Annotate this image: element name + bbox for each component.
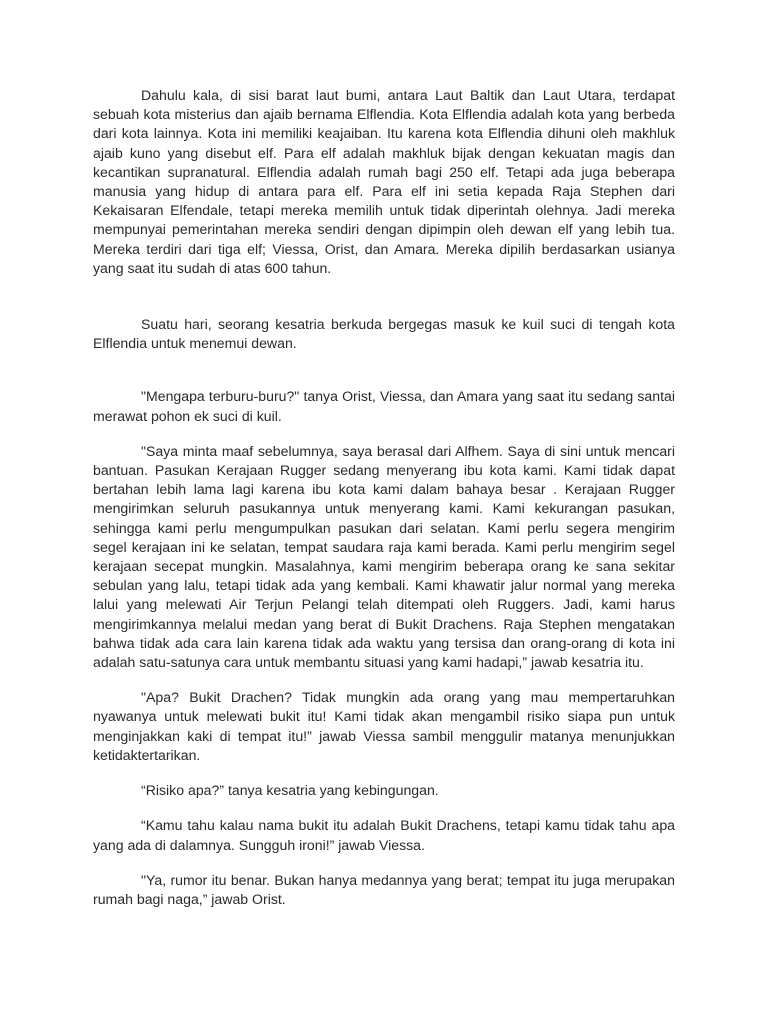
paragraph-5: "Apa? Bukit Drachen? Tidak mungkin ada orang yang mau mempertaruhkan nyawanya untuk melewati bukit itu! Kami tidak akan mengambil risiko siapa pun untuk menginjakkan kaki di tempat itu!” jawab Viessa sambil menggulir matanya menunjukkan ketidaktertarikan. <box>93 689 675 763</box>
paragraph-1: Dahulu kala, di sisi barat laut bumi, antara Laut Baltik dan Laut Utara, terdapat sebuah kota misterius dan ajaib bernama Elflendia. Kota Elflendia adalah kota yang berbeda dari kota lainnya. Kota ini memiliki keajaiban. Itu karena kota Elflendia dihuni oleh makhluk ajaib kuno yang disebut elf. Para elf adalah makhluk bijak dengan kekuatan magis dan kecantikan supranatural. Elflendia adalah rumah bagi 250 elf. Tetapi ada juga beberapa manusia yang hidup di antara para elf. Para elf ini setia kepada Raja Stephen dari Kekaisaran Elfendale, tetapi mereka memilih untuk tidak diperintah olehnya. Jadi mereka mempunyai pemerintahan mereka sendiri dengan dipimpin oleh dewan elf yang lebih tua. Mereka terdiri dari tiga elf; Viessa, Orist, dan Amara. Mereka dipilih berdasarkan usianya yang saat itu sudah di atas 600 tahun. <box>93 87 675 276</box>
paragraph-8: "Ya, rumor itu benar. Bukan hanya medannya yang berat; tempat itu juga merupakan rumah bagi naga,” jawab Orist. <box>93 871 675 907</box>
paragraph-2: Suatu hari, seorang kesatria berkuda bergegas masuk ke kuil suci di tengah kota Elflendia untuk menemui dewan. <box>93 316 675 352</box>
paragraph-4: "Saya minta maaf sebelumnya, saya berasal dari Alfhem. Saya di sini untuk mencari bantuan. Pasukan Kerajaan Rugger sedang menyerang ibu kota kami. Kami tidak dapat bertahan lebih lama lagi karena ibu kota kami dalam bahaya besar . Kerajaan Rugger mengirimkan seluruh pasukannya untuk menyerang kami. Kami kekurangan pasukan, sehingga kami perlu mengumpulkan pasukan dari selatan. Kami perlu segera mengirim segel kerajaan ini ke selatan, tempat saudara raja kami berada. Kami perlu mengirim segel kerajaan secepat mungkin. Masalahnya, kami mengirim beberapa orang ke sana sekitar sebulan yang lalu, tetapi tidak ada yang kembali. Kami khawatir jalur normal yang mereka lalui yang melewati Air Terjun Pelangi telah ditempati oleh Ruggers. Jadi, kami harus mengirimkannya melalui medan yang berat di Bukit Drachens. Raja Stephen mengatakan bahwa tidak ada cara lain karena tidak ada waktu yang tersisa dan orang-orang di kota ini adalah satu-satunya cara untuk membantu situasi yang kami hadapi,” jawab kesatria itu. <box>93 442 675 671</box>
paragraph-3: "Mengapa terburu-buru?" tanya Orist, Viessa, dan Amara yang saat itu sedang santai merawat pohon ek suci di kuil. <box>93 388 675 424</box>
document-body <box>93 86 675 909</box>
paragraph-7: “Kamu tahu kalau nama bukit itu adalah Bukit Drachens, tetapi kamu tidak tahu apa yang ada di dalamnya. Sungguh ironi!” jawab Viessa. <box>93 817 675 853</box>
paragraph-6: “Risiko apa?” tanya kesatria yang kebingungan. <box>141 782 439 799</box>
